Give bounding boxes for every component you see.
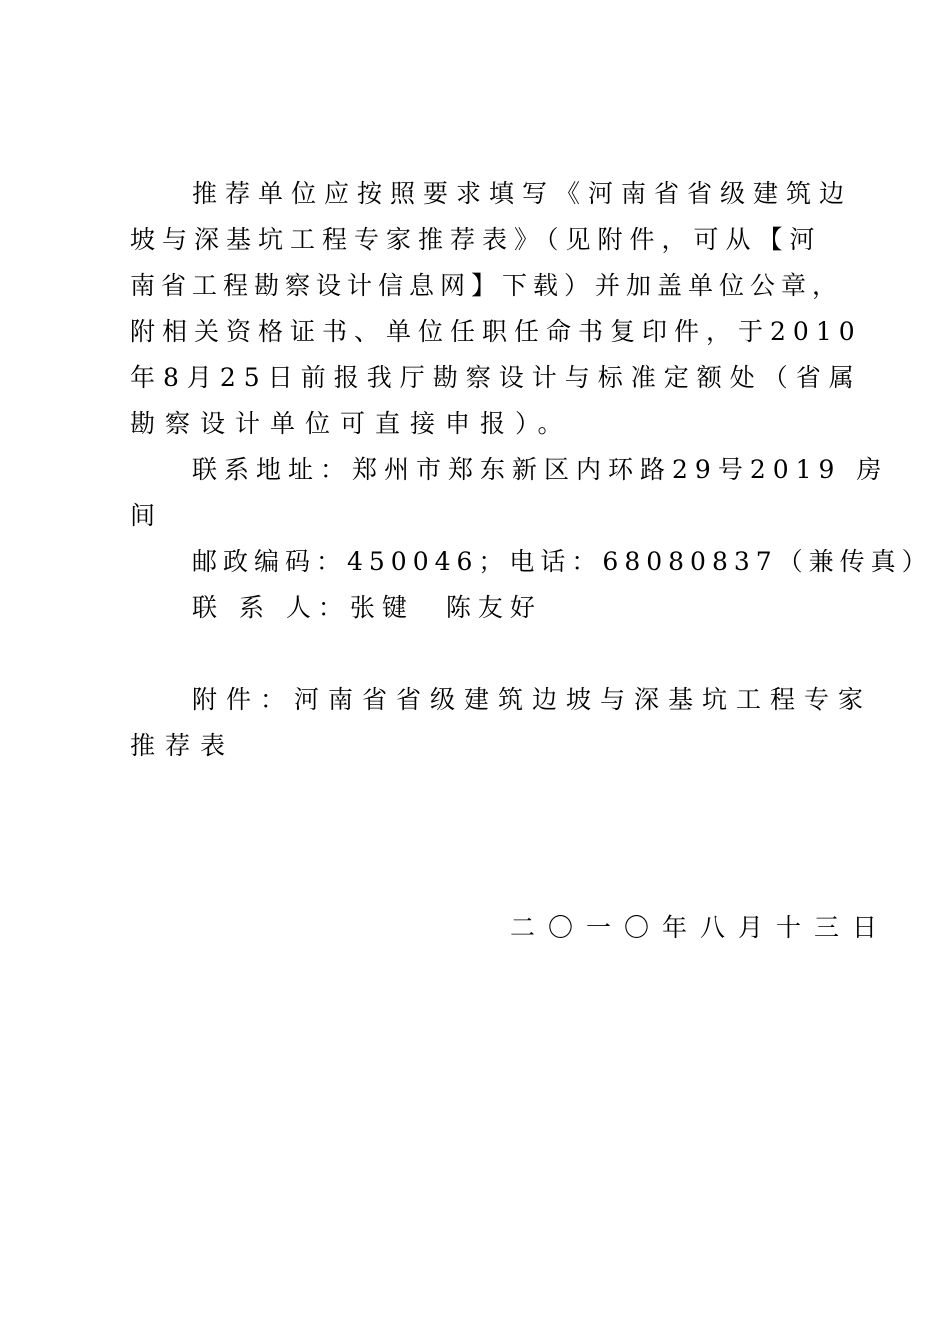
notice-line-1: 推荐单位应按照要求填写《河南省省级建筑边 [192,179,853,208]
notice-line-2: 坡与深基坑工程专家推荐表》（见附件，可从【河 [130,225,822,254]
notice-line-4: 附相关资格证书、单位任职任命书复印件，于2010 [130,317,862,346]
contact-person: 联 系 人：张键 陈友好 [192,593,542,622]
notice-line-5: 年8月25日前报我厅勘察设计与标准定额处（省属 [130,363,862,392]
notice-line-3: 南省工程勘察设计信息网】下载）并加盖单位公章， [130,271,844,300]
notice-line-6: 勘察设计单位可直接申报）。 [130,409,573,438]
document-date: 二〇一〇年八月十三日 [510,913,891,942]
attachment-line-1: 附件：河南省省级建筑边坡与深基坑工程专家 [192,685,873,714]
contact-address-line-1: 联系地址：郑州市郑东新区内环路29号2019 房 [192,455,889,484]
contact-postal-phone: 邮政编码：450046；电话：68080837（兼传真） [192,547,933,576]
attachment-line-2: 推荐表 [130,731,236,760]
contact-address-line-2: 间 [130,501,156,530]
